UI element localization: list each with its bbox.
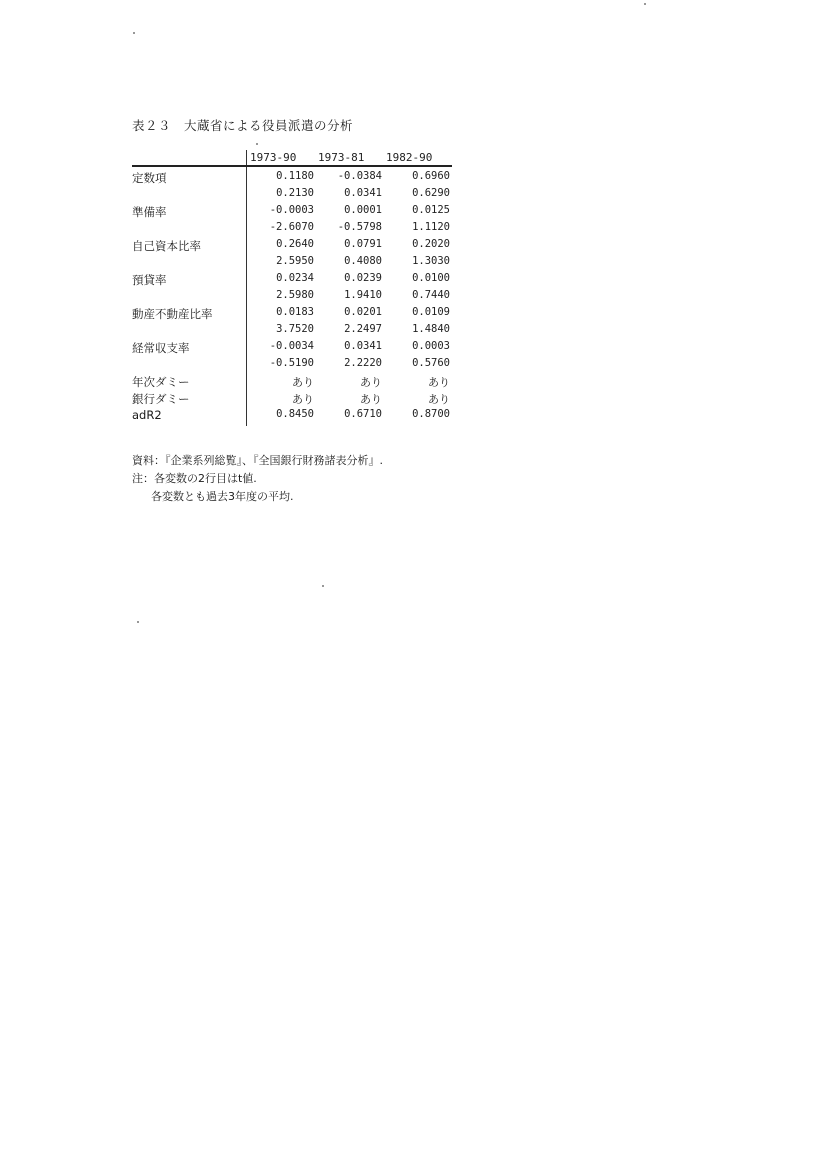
table-cell: 0.0100 xyxy=(412,272,450,284)
table-row xyxy=(132,374,452,391)
table-cell: -0.0003 xyxy=(269,204,314,216)
source-note: 資料：『企業系列総覧』、『全国銀行財務諸表分析』. xyxy=(132,454,383,467)
table-row xyxy=(132,170,452,187)
row-label: 経常収支率 xyxy=(132,341,190,355)
table-cell: 0.0341 xyxy=(344,340,382,352)
table-cell: 0.7440 xyxy=(412,289,450,301)
table-cell: あり xyxy=(360,393,382,406)
table-row xyxy=(132,255,452,272)
table-cell: あり xyxy=(360,376,382,389)
table-row xyxy=(132,289,452,306)
scan-speck xyxy=(256,143,258,145)
table-cell: 0.0003 xyxy=(412,340,450,352)
table-row xyxy=(132,340,452,357)
table-cell: あり xyxy=(428,393,450,406)
table-row xyxy=(132,204,452,221)
table-cell: 1.3030 xyxy=(412,255,450,267)
table-row xyxy=(132,272,452,289)
table-cell: 0.0109 xyxy=(412,306,450,318)
table-cell: -0.5798 xyxy=(337,221,382,233)
column-header: 1973-81 xyxy=(318,151,365,164)
scan-speck xyxy=(644,3,646,5)
table-cell: 0.0239 xyxy=(344,272,382,284)
table-cell: あり xyxy=(428,376,450,389)
table-cell: 2.2497 xyxy=(344,323,382,335)
table-row xyxy=(132,391,452,408)
table-row xyxy=(132,306,452,323)
row-label: 銀行ダミー xyxy=(132,392,190,406)
table-cell: -0.0384 xyxy=(337,170,382,182)
table-cell: 0.8450 xyxy=(276,408,314,420)
table-title: 表２３ 大蔵省による役員派遣の分析 xyxy=(132,118,354,133)
table-notes xyxy=(132,452,383,506)
row-label: 準備率 xyxy=(132,205,167,219)
table-cell: -0.0034 xyxy=(269,340,314,352)
table-cell: 2.5950 xyxy=(276,255,314,267)
row-label: 自己資本比率 xyxy=(132,239,201,253)
table-cell: 0.0125 xyxy=(412,204,450,216)
table-cell: 0.0183 xyxy=(276,306,314,318)
table-cell: 1.9410 xyxy=(344,289,382,301)
scan-speck xyxy=(322,585,324,587)
table-cell: 0.6290 xyxy=(412,187,450,199)
t-value-note: 注：各変数の2行目はt値. xyxy=(132,472,257,485)
row-label: 動産不動産比率 xyxy=(132,307,213,321)
scan-speck xyxy=(133,32,135,34)
table-cell: 0.2640 xyxy=(276,238,314,250)
table-row xyxy=(132,323,452,340)
table-cell: -0.5190 xyxy=(269,357,314,369)
row-label: 定数項 xyxy=(132,171,167,185)
table-cell: 0.5760 xyxy=(412,357,450,369)
column-header: 1982-90 xyxy=(386,151,433,164)
row-label: adR2 xyxy=(132,408,162,422)
table-row xyxy=(132,221,452,238)
table-cell: 1.1120 xyxy=(412,221,450,233)
table-cell: あり xyxy=(292,393,314,406)
table-cell: -2.6070 xyxy=(269,221,314,233)
table-row xyxy=(132,357,452,374)
table-cell: 0.0201 xyxy=(344,306,382,318)
table-cell: 2.2220 xyxy=(344,357,382,369)
scan-speck xyxy=(137,621,139,623)
table-row xyxy=(132,187,452,204)
average-note: 各変数とも過去3年度の平均. xyxy=(151,490,294,503)
table-cell: 0.6960 xyxy=(412,170,450,182)
table-cell: 0.6710 xyxy=(344,408,382,420)
table-cell: 3.7520 xyxy=(276,323,314,335)
table-cell: 0.4080 xyxy=(344,255,382,267)
table-cell: 0.2130 xyxy=(276,187,314,199)
table-cell: 0.0341 xyxy=(344,187,382,199)
table-cell: 0.1180 xyxy=(276,170,314,182)
table-cell: 0.2020 xyxy=(412,238,450,250)
row-label: 預貸率 xyxy=(132,273,167,287)
table-cell: あり xyxy=(292,376,314,389)
table-cell: 0.0001 xyxy=(344,204,382,216)
table-cell: 2.5980 xyxy=(276,289,314,301)
table-cell: 0.8700 xyxy=(412,408,450,420)
regression-table xyxy=(132,148,454,432)
table-cell: 0.0234 xyxy=(276,272,314,284)
table-cell: 0.0791 xyxy=(344,238,382,250)
row-label: 年次ダミー xyxy=(132,375,190,389)
table-cell: 1.4840 xyxy=(412,323,450,335)
table-row xyxy=(132,238,452,255)
table-row xyxy=(132,408,452,425)
header-rule xyxy=(132,165,452,167)
column-header: 1973-90 xyxy=(250,151,297,164)
